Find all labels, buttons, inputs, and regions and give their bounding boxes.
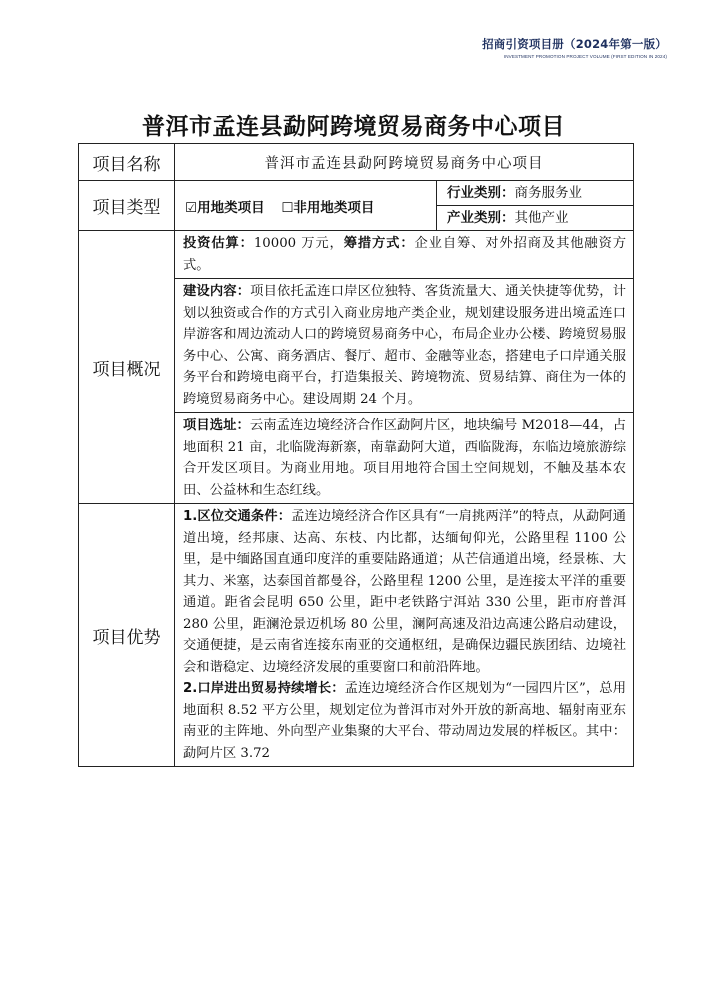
page-header xyxy=(482,36,667,59)
industry-category: 行业类别：商务服务业 xyxy=(447,185,582,201)
row-overview-investment xyxy=(79,231,634,279)
overview-site: 项目选址：云南孟连边境经济合作区勐阿片区，地块编号 M2018—44，占地面积 21 亩，北临陇海新寨，南靠勐阿大道，西临陇海，东临边境旅游综合开发区项目。为商业用地。项目用地符合国土空间规划，不触及基本农田、公益林和生态红线。 xyxy=(175,413,634,504)
value-project-name: 普洱市孟连县勐阿跨境贸易商务中心项目 xyxy=(175,144,634,181)
sector-category: 产业类别：其他产业 xyxy=(437,205,633,230)
label-project-type: 项目类型 xyxy=(79,181,175,231)
label-overview: 项目概况 xyxy=(79,231,175,504)
label-advantages: 项目优势 xyxy=(79,504,175,767)
option-land-use-checked: ☑用地类项目 xyxy=(185,199,265,216)
option-non-land-use: ☐非用地类项目 xyxy=(281,199,375,216)
row-project-name xyxy=(79,144,634,181)
header-title-zh: 招商引资项目册（2024年第一版） xyxy=(482,37,667,51)
header-title-en: INVESTMENT PROMOTION PROJECT VOLUME (FIRST EDITION IN 2024) xyxy=(503,54,667,59)
row-project-type xyxy=(79,181,634,231)
advantages-content xyxy=(175,504,634,767)
label-project-name: 项目名称 xyxy=(79,144,175,181)
advantage-location-traffic: 1.区位交通条件：孟连边境经济合作区具有“一肩挑两洋”的特点，从勐阿通道出境，经邦康、达高、东枝、内比都，达缅甸仰光，公路里程 1100 公里，是中缅路国直通印度洋的重要陆路通道；从芒信通道出境，经景栋、大其力、米塞，达泰国首都曼谷，公路里程 1200 公里，是连接太平洋的重要通道。距省会昆明 650 公里，距中老铁路宁洱站 330 公里，距市府普洱 280 公里，距澜沧景迈机场 80 公里，澜阿高速及沿边高速公路启动建设，交通便捷，是云南省连接东南亚的交通枢纽，是确保边疆民族团结、边境社会和谐稳定、边境经济发展的重要窗口和前沿阵地。 xyxy=(183,509,626,675)
project-table xyxy=(78,143,634,767)
overview-investment: 投资估算：10000 万元，筹措方式：企业自筹、对外招商及其他融资方式。 xyxy=(175,231,634,279)
advantage-port-trade: 2.口岸进出贸易持续增长：孟连边境经济合作区规划为“一园四片区”，总用地面积 8.52 平方公里，规划定位为普洱市对外开放的新高地、辐射南亚东南亚的主阵地、外向型产业集聚的大平台、带动周边发展的样板区。其中：勐阿片区 3.72 xyxy=(183,681,626,761)
overview-construction: 建设内容：项目依托孟连口岸区位独特、客货流量大、通关快捷等优势，计划以独资或合作的方式引入商业房地产类企业，规划建设服务进出境孟连口岸游客和周边流动人口的跨境贸易商务中心，布局企业办公楼、跨境贸易服务中心、公寓、商务酒店、餐厅、超市、金融等业态，搭建电子口岸通关服务平台和跨境电商平台，打造集报关、跨境物流、贸易结算、商住为一体的跨境贸易商务中心。建设周期 24 个月。 xyxy=(175,279,634,413)
project-type-options xyxy=(175,181,437,231)
document-title: 普洱市孟连县勐阿跨境贸易商务中心项目 xyxy=(142,113,565,140)
row-advantages xyxy=(79,504,634,767)
industry-cell xyxy=(437,181,634,231)
